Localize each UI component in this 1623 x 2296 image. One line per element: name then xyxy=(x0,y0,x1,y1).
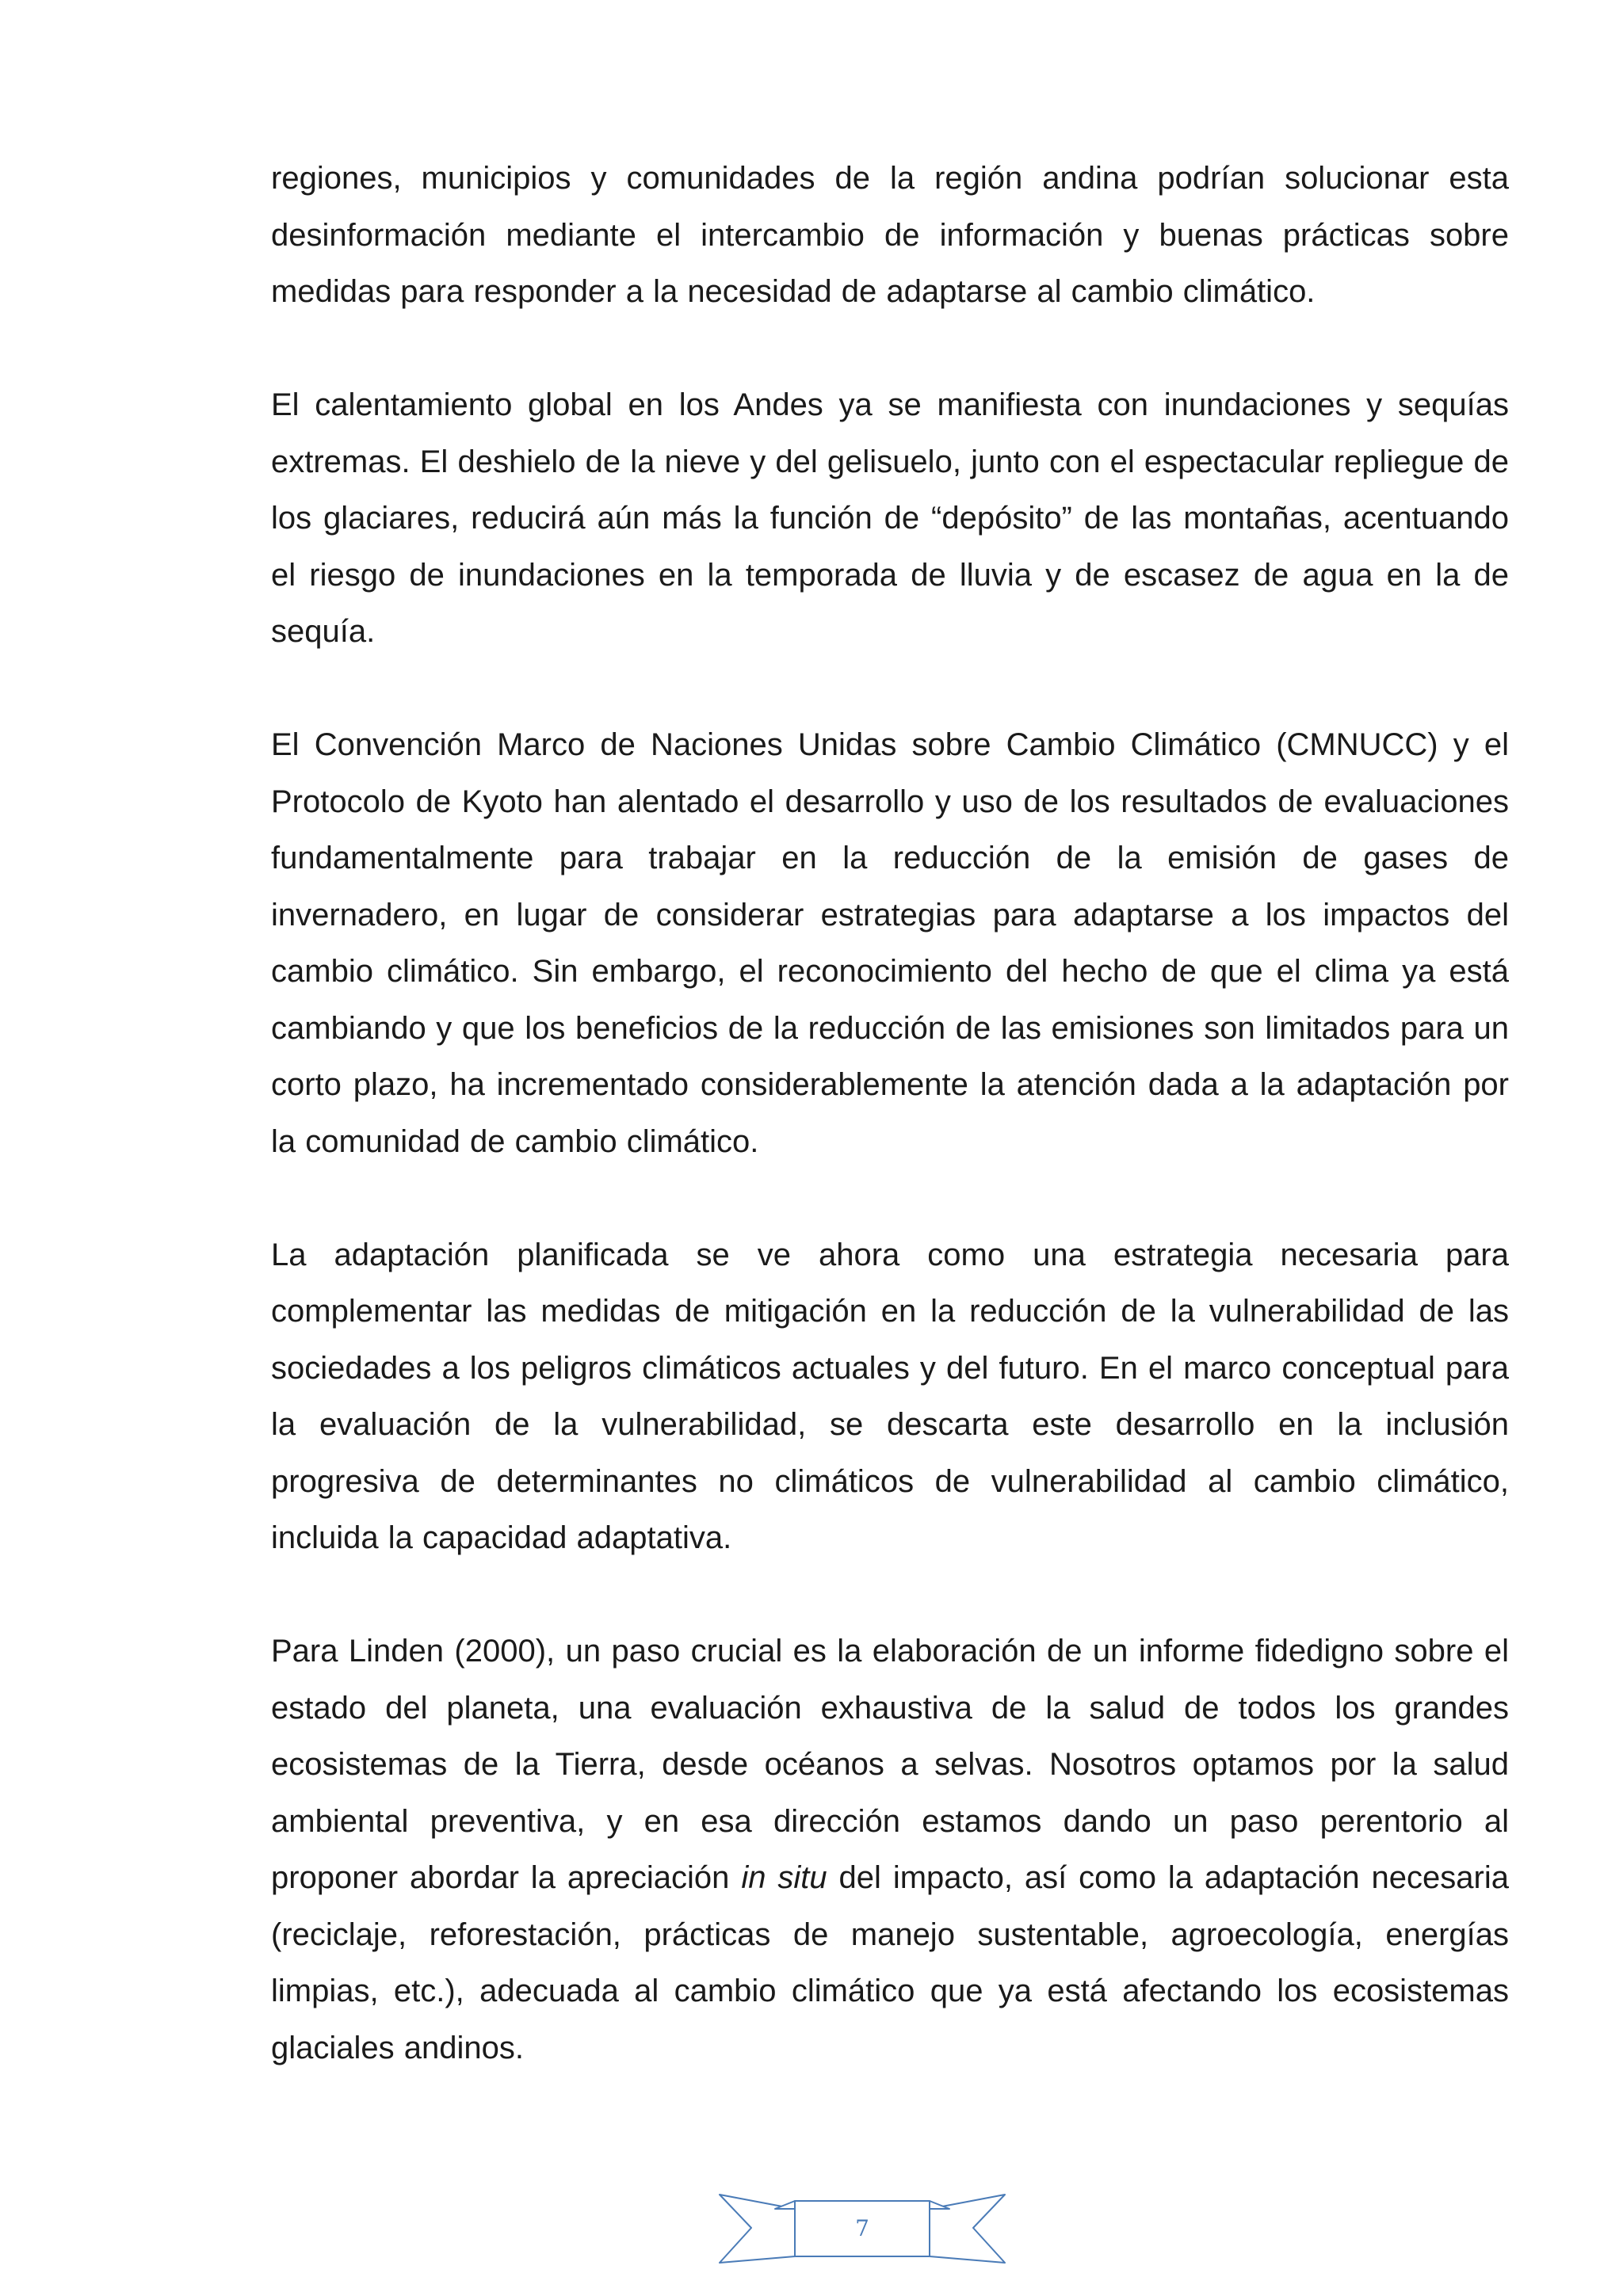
body-text xyxy=(271,151,1509,2077)
paragraph-2: El calentamiento global en los Andes ya se manifiesta con inundaciones y sequías extremas. El deshielo de la nieve y del gelisuelo, junto con el espectacular repliegue de los glaciares, reducirá aún más la función de “depósito” de las montañas, acentuando el riesgo de inundaciones en la temporada de lluvia y de escasez de agua en la de sequía. xyxy=(271,387,1509,649)
paragraph-1: regiones, municipios y comunidades de la región andina podrían solucionar esta desinformación mediante el intercambio de información y buenas prácticas sobre medidas para responder a la necesidad de adaptarse al cambio climático. xyxy=(271,161,1509,309)
paragraph-3: El Convención Marco de Naciones Unidas sobre Cambio Climático (CMNUCC) y el Protocolo de Kyoto han alentado el desarrollo y uso de los resultados de evaluaciones fundamentalmente para trabajar en la reducción de la emisión de gases de invernadero, en lugar de considerar estrategias para adaptarse a los impactos del cambio climático. Sin embargo, el reconocimiento del hecho de que el clima ya está cambiando y que los beneficios de la reducción de las emisiones son limitados para un corto plazo, ha incrementado considerablemente la atención dada a la adaptación por la comunidad de cambio climático. xyxy=(271,727,1509,1159)
paragraph-5 xyxy=(271,1623,1509,2077)
paragraph-5-text-end: del impacto, así como la adaptación necesaria (reciclaje, reforestación, prácticas de manejo sustentable, agroecología, energías limpias, etc.), adecuada al cambio climático que ya está afectando los ecosistemas glaciales andinos. xyxy=(271,1860,1509,2065)
page-number: 7 xyxy=(855,2215,869,2241)
paragraph-5-text-start: Para Linden (2000), un paso crucial es la elaboración de un informe fidedigno sobre el estado del planeta, una evaluación exhaustiva de la salud de todos los grandes ecosistemas de la Tierra, desde océanos a selvas. Nosotros optamos por la salud ambiental preventiva, y en esa dirección estamos dando un paso perentorio al proponer abordar la apreciación xyxy=(271,1634,1509,1895)
page-footer xyxy=(0,2187,1623,2274)
paragraph-5-italic-term: in situ xyxy=(741,1860,827,1895)
paragraph-4: La adaptación planificada se ve ahora como una estrategia necesaria para complementar las medidas de mitigación en la reducción de la vulnerabilidad de las sociedades a los peligros climáticos actuales y del futuro. En el marco conceptual para la evaluación de la vulnerabilidad, se descarta este desarrollo en la inclusión progresiva de determinantes no climáticos de vulnerabilidad al cambio climático, incluida la capacidad adaptativa. xyxy=(271,1237,1509,1555)
